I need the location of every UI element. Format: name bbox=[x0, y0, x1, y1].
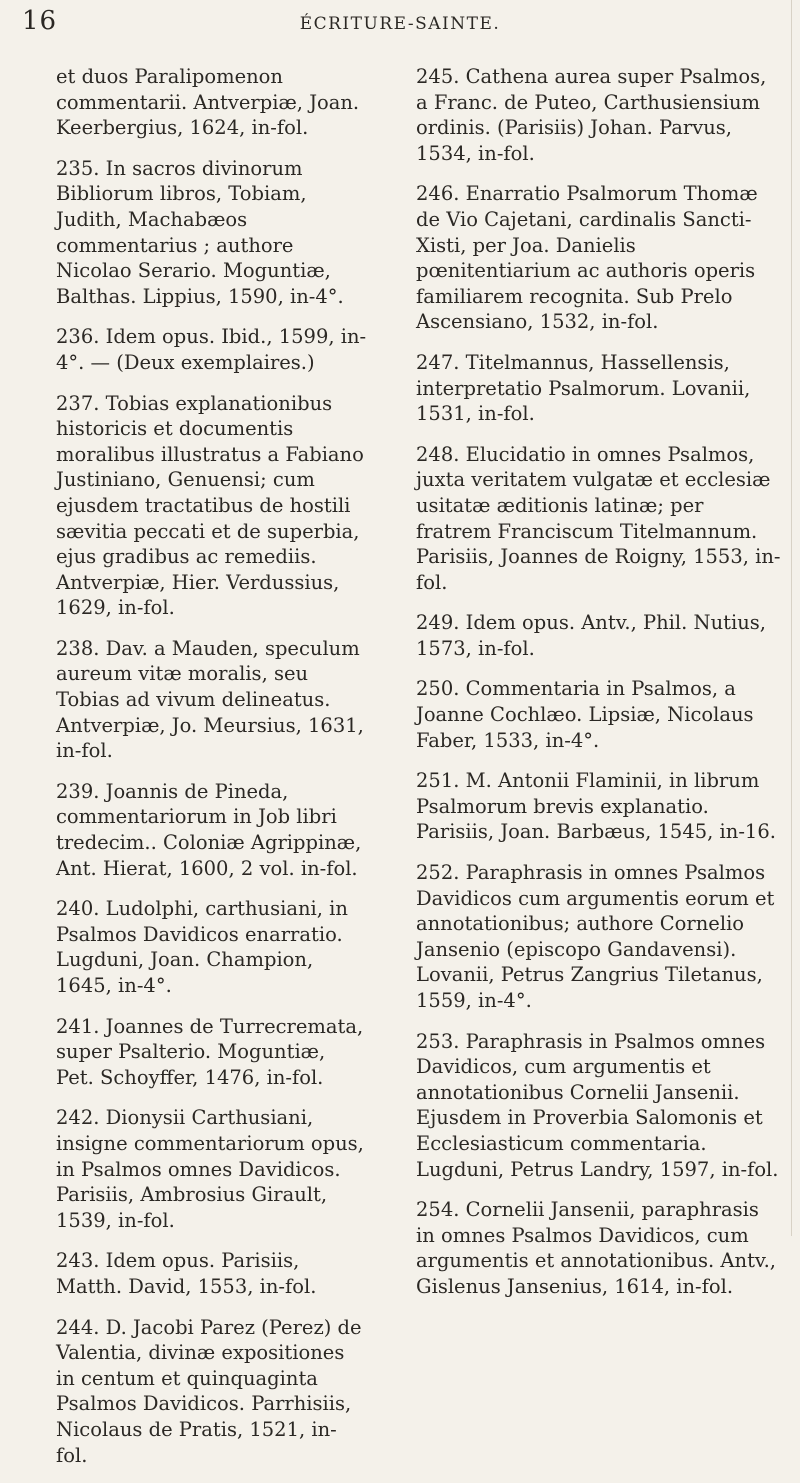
entry-text: Cathena aurea super Psalmos, a Franc. de Puteo, Carthusiensium ordinis. (Parisiis) Johan. Parvus, 1534, in-fol. bbox=[416, 65, 767, 165]
entry-number: 242. bbox=[56, 1106, 100, 1130]
entry-text: Titelmannus, Hassellensis, interpretatio Psalmorum. Lovanii, 1531, in-fol. bbox=[416, 350, 751, 426]
entry-text: Cornelii Jansenii, paraphrasis in omnes Psalmos Davidicos, cum argumentis et annotationibus. Antv., Gislenus Jansenius, 1614, in-fol. bbox=[416, 1198, 777, 1298]
entry-text: Dionysii Carthusiani, insigne commentariorum opus, in Psalmos omnes Davidicos. Parisiis, Ambrosius Girault, 1539, in-fol. bbox=[56, 1106, 364, 1232]
entry-number: 246. bbox=[416, 182, 460, 206]
entry-number: 237. bbox=[56, 391, 100, 415]
entry-text: Joannes de Turrecremata, super Psalterio. Moguntiæ, Pet. Schoyffer, 1476, in-fol. bbox=[56, 1014, 364, 1089]
entry-number: 235. bbox=[56, 156, 100, 180]
entry-number: 254. bbox=[416, 1198, 460, 1222]
entry-text: Paraphrasis in omnes Psalmos Davidicos cum argumentis eorum et annotationibus; authore Cornelio Jansenio (episcopo Gandavensi). Lovanii, Petrus Zangrius Tiletanus, 1559, in-4°. bbox=[416, 861, 775, 1012]
entry-number: 248. bbox=[416, 442, 460, 466]
catalog-entry bbox=[56, 64, 368, 141]
catalog-entry bbox=[416, 860, 782, 1014]
catalog-entry bbox=[56, 1105, 368, 1233]
entry-number: 241. bbox=[56, 1014, 100, 1038]
catalog-entry bbox=[56, 1315, 368, 1469]
entry-text: Enarratio Psalmorum Thomæ de Vio Cajetani, cardinalis Sancti-Xisti, per Joa. Danielis pœnitentiarium ac authoris operis familiarem recognita. Sub Prelo Ascensiano, 1532, in-fol. bbox=[416, 182, 758, 334]
entry-text: Dav. a Mauden, speculum aureum vitæ moralis, seu Tobias ad vivum delineatus. Antverpiæ, Jo. Meursius, 1631, in-fol. bbox=[56, 636, 364, 763]
entry-text: Idem opus. Ibid., 1599, in-4°. — (Deux exemplaires.) bbox=[56, 325, 367, 374]
entry-text: et duos Paralipomenon commentarii. Antverpiæ, Joan. Keerbergius, 1624, in-fol. bbox=[56, 65, 360, 140]
entry-text: M. Antonii Flaminii, in librum Psalmorum brevis explanatio. Parisiis, Joan. Barbæus, 1545, in-16. bbox=[416, 769, 776, 844]
catalog-entry bbox=[56, 391, 368, 621]
entry-number: 251. bbox=[416, 769, 460, 793]
catalog-entry bbox=[416, 1197, 782, 1299]
entry-number: 253. bbox=[416, 1029, 460, 1053]
entry-number: 244. bbox=[56, 1315, 100, 1339]
entry-text: Idem opus. Antv., Phil. Nutius, 1573, in-fol. bbox=[416, 611, 767, 660]
page-edge bbox=[791, 0, 792, 1236]
catalog-entry bbox=[416, 181, 782, 335]
entry-number: 236. bbox=[56, 325, 100, 349]
catalog-entry bbox=[416, 1029, 782, 1183]
entry-text: D. Jacobi Parez (Perez) de Valentia, divinæ expositiones in centum et quinquaginta Psalmos Davidicos. Parrhisiis, Nicolaus de Pratis, 1521, in-fol. bbox=[56, 1315, 362, 1467]
entry-number: 243. bbox=[56, 1249, 100, 1273]
catalog-entry bbox=[56, 779, 368, 881]
catalog-entry bbox=[416, 676, 782, 753]
entry-text: Idem opus. Parisiis, Matth. David, 1553, in-fol. bbox=[56, 1249, 317, 1298]
entry-number: 239. bbox=[56, 779, 100, 803]
entry-text: Joannis de Pineda, commentariorum in Job libri tredecim.. Coloniæ Agrippinæ, Ant. Hierat, 1600, 2 vol. in-fol. bbox=[56, 779, 362, 880]
entry-number: 245. bbox=[416, 65, 460, 88]
page-number: 16 bbox=[22, 6, 58, 36]
entry-text: Paraphrasis in Psalmos omnes Davidicos, cum argumentis et annotationibus Cornelii Jansenii. Ejusdem in Proverbia Salomonis et Ecclesiasticum commentaria. Lugduni, Petrus Landry, 1597, in-fol. bbox=[416, 1029, 779, 1181]
entry-number: 249. bbox=[416, 611, 460, 635]
catalog-entry bbox=[416, 768, 782, 845]
entry-text: Commentaria in Psalmos, a Joanne Cochlæo. Lipsiæ, Nicolaus Faber, 1533, in-4°. bbox=[416, 677, 754, 752]
entry-text: Ludolphi, carthusiani, in Psalmos Davidicos enarratio. Lugduni, Joan. Champion, 1645, in-4°. bbox=[56, 897, 348, 997]
entry-number: 240. bbox=[56, 897, 100, 921]
catalog-entry bbox=[56, 1014, 368, 1091]
catalog-entry bbox=[56, 1248, 368, 1299]
catalog-entry bbox=[416, 442, 782, 596]
running-head: ÉCRITURE-SAINTE. bbox=[299, 14, 501, 34]
right-column bbox=[416, 64, 782, 1315]
catalog-entry bbox=[416, 350, 782, 427]
catalog-entry bbox=[416, 64, 782, 166]
entry-number: 238. bbox=[56, 636, 100, 660]
catalog-entry bbox=[56, 156, 368, 310]
entry-text: Tobias explanationibus historicis et documentis moralibus illustratus a Fabiano Justiniano, Genuensi; cum ejusdem tractatibus de hostili sævitia peccati et de superbia, ejus gradibus ac remediis. Antverpiæ, Hier. Verdussius, 1629, in-fol. bbox=[56, 391, 364, 620]
entry-number: 252. bbox=[416, 861, 460, 885]
catalog-entry bbox=[416, 610, 782, 661]
entry-number: 250. bbox=[416, 677, 460, 701]
left-column bbox=[56, 64, 368, 1483]
catalog-entry bbox=[56, 324, 368, 375]
catalog-entry bbox=[56, 636, 368, 764]
entry-text: Elucidatio in omnes Psalmos, juxta veritatem vulgatæ et ecclesiæ usitatæ æditionis latinæ; per fratrem Franciscum Titelmannum. Parisiis, Joannes de Roigny, 1553, in-fol. bbox=[416, 442, 781, 594]
catalog-entry bbox=[56, 896, 368, 998]
entry-text: In sacros divinorum Bibliorum libros, Tobiam, Judith, Machabæos commentarius ; authore Nicolao Serario. Moguntiæ, Balthas. Lippius, 1590, in-4°. bbox=[56, 156, 344, 308]
entry-number: 247. bbox=[416, 350, 460, 374]
